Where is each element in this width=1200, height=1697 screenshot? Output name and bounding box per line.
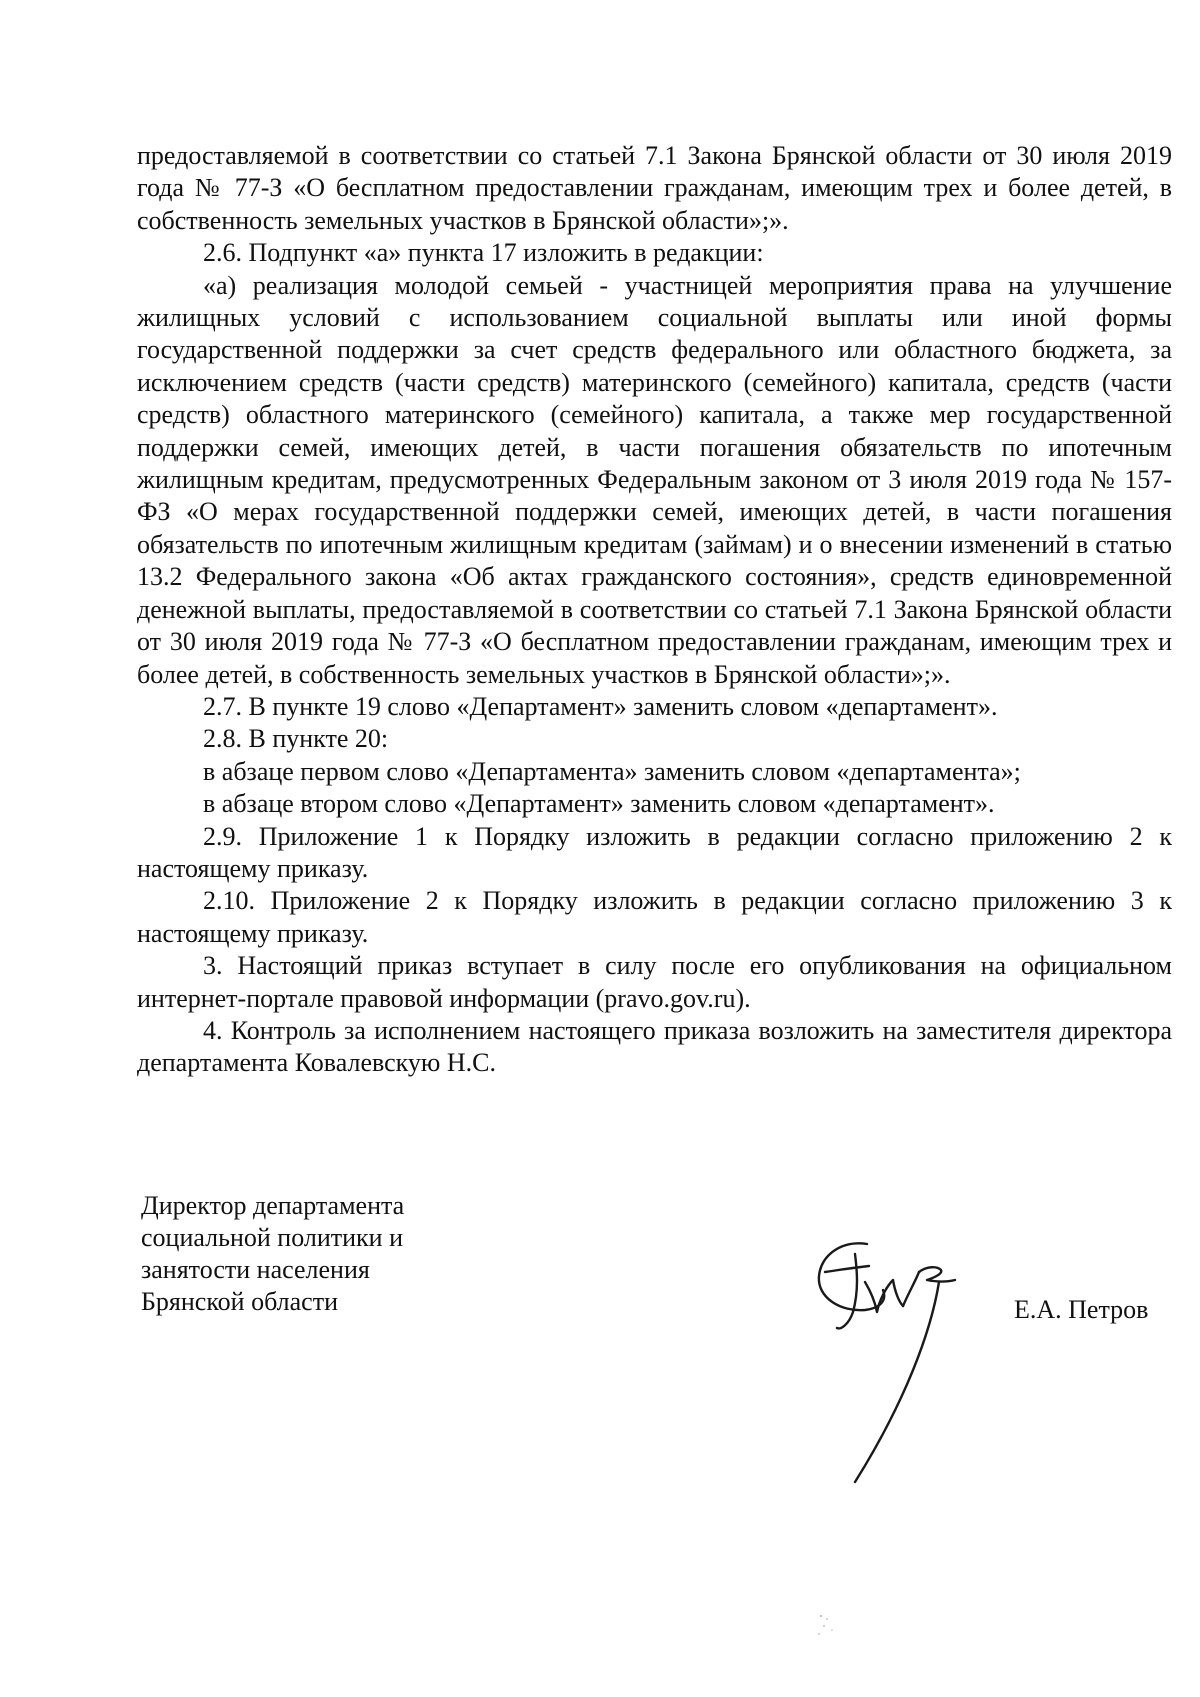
paragraph-continuation: предоставляемой в соответствии со статьей 7.1 Закона Брянской области от 30 июля 2019 года № 77-З «О бесплатном предоставлении гражданам, имеющим трех и более детей, в собственность земельных участков в Брянской области»;». xyxy=(137,141,1172,235)
signer-position xyxy=(141,1190,541,1318)
paragraph-2-7: 2.7. В пункте 19 слово «Департамент» заменить словом «департамент». xyxy=(203,691,998,721)
paragraph-2-10: 2.10. Приложение 2 к Порядку изложить в редакции согласно приложению 3 к настоящему приказу. xyxy=(137,886,1172,948)
scan-specks xyxy=(815,1610,855,1640)
document-body xyxy=(137,140,1172,1080)
paragraph-2-9: 2.9. Приложение 1 к Порядку изложить в редакции согласно приложению 2 к настоящему приказу. xyxy=(137,821,1172,883)
paragraph-2-8: 2.8. В пункте 20: xyxy=(203,724,389,754)
signer-position-line: занятости населения xyxy=(141,1255,370,1284)
signer-position-line: Директор департамента xyxy=(141,1191,405,1220)
paragraph-4: 4. Контроль за исполнением настоящего приказа возложить на заместителя директора департамента Ковалевскую Н.С. xyxy=(137,1015,1172,1078)
paragraph-2-6: 2.6. Подпункт «а» пункта 17 изложить в редакции: xyxy=(203,238,764,268)
paragraph-2-8-first: в абзаце первом слово «Департамента» заменить словом «департамента»; xyxy=(203,756,1021,786)
paragraph-2-8-second: в абзаце втором слово «Департамент» заменить словом «департамент». xyxy=(203,789,995,819)
signer-position-line: социальной политики и xyxy=(141,1223,403,1252)
signer-position-line: Брянской области xyxy=(141,1287,338,1316)
handwritten-signature xyxy=(815,1232,985,1492)
paragraph-3: 3. Настоящий приказ вступает в силу после его опубликования на официальном интернет-портале правовой информации (pravo.gov.ru). xyxy=(137,951,1172,1013)
signer-name: Е.А. Петров xyxy=(1014,1295,1149,1324)
paragraph-subitem-a: «а) реализация молодой семьей - участницей мероприятия права на улучшение жилищных условий с использованием социальной выплаты или иной формы государственной поддержки за счет средств федерального или областного бюджета, за исключением средств (части средств) материнского (семейного) капитала, средств (части средств) областного материнского (семейного) капитала, а также мер государственной поддержки семей, имеющих детей, в части погашения обязательств по ипотечным жилищным кредитам, предусмотренных Федеральным законом от 3 июля 2019 года № 157-ФЗ «О мерах государственной поддержки семей, имеющих детей, в части погашения обязательств по ипотечным жилищным кредитам (займам) и о внесении изменений в статью 13.2 Федерального закона «Об актах гражданского состояния», средств единовременной денежной выплаты, предоставляемой в соответствии со статьей 7.1 Закона Брянской области от 30 июля 2019 года № 77-З «О бесплатном предоставлении гражданам, имеющим трех и более детей, в собственность земельных участков в Брянской области»;». xyxy=(137,270,1172,689)
